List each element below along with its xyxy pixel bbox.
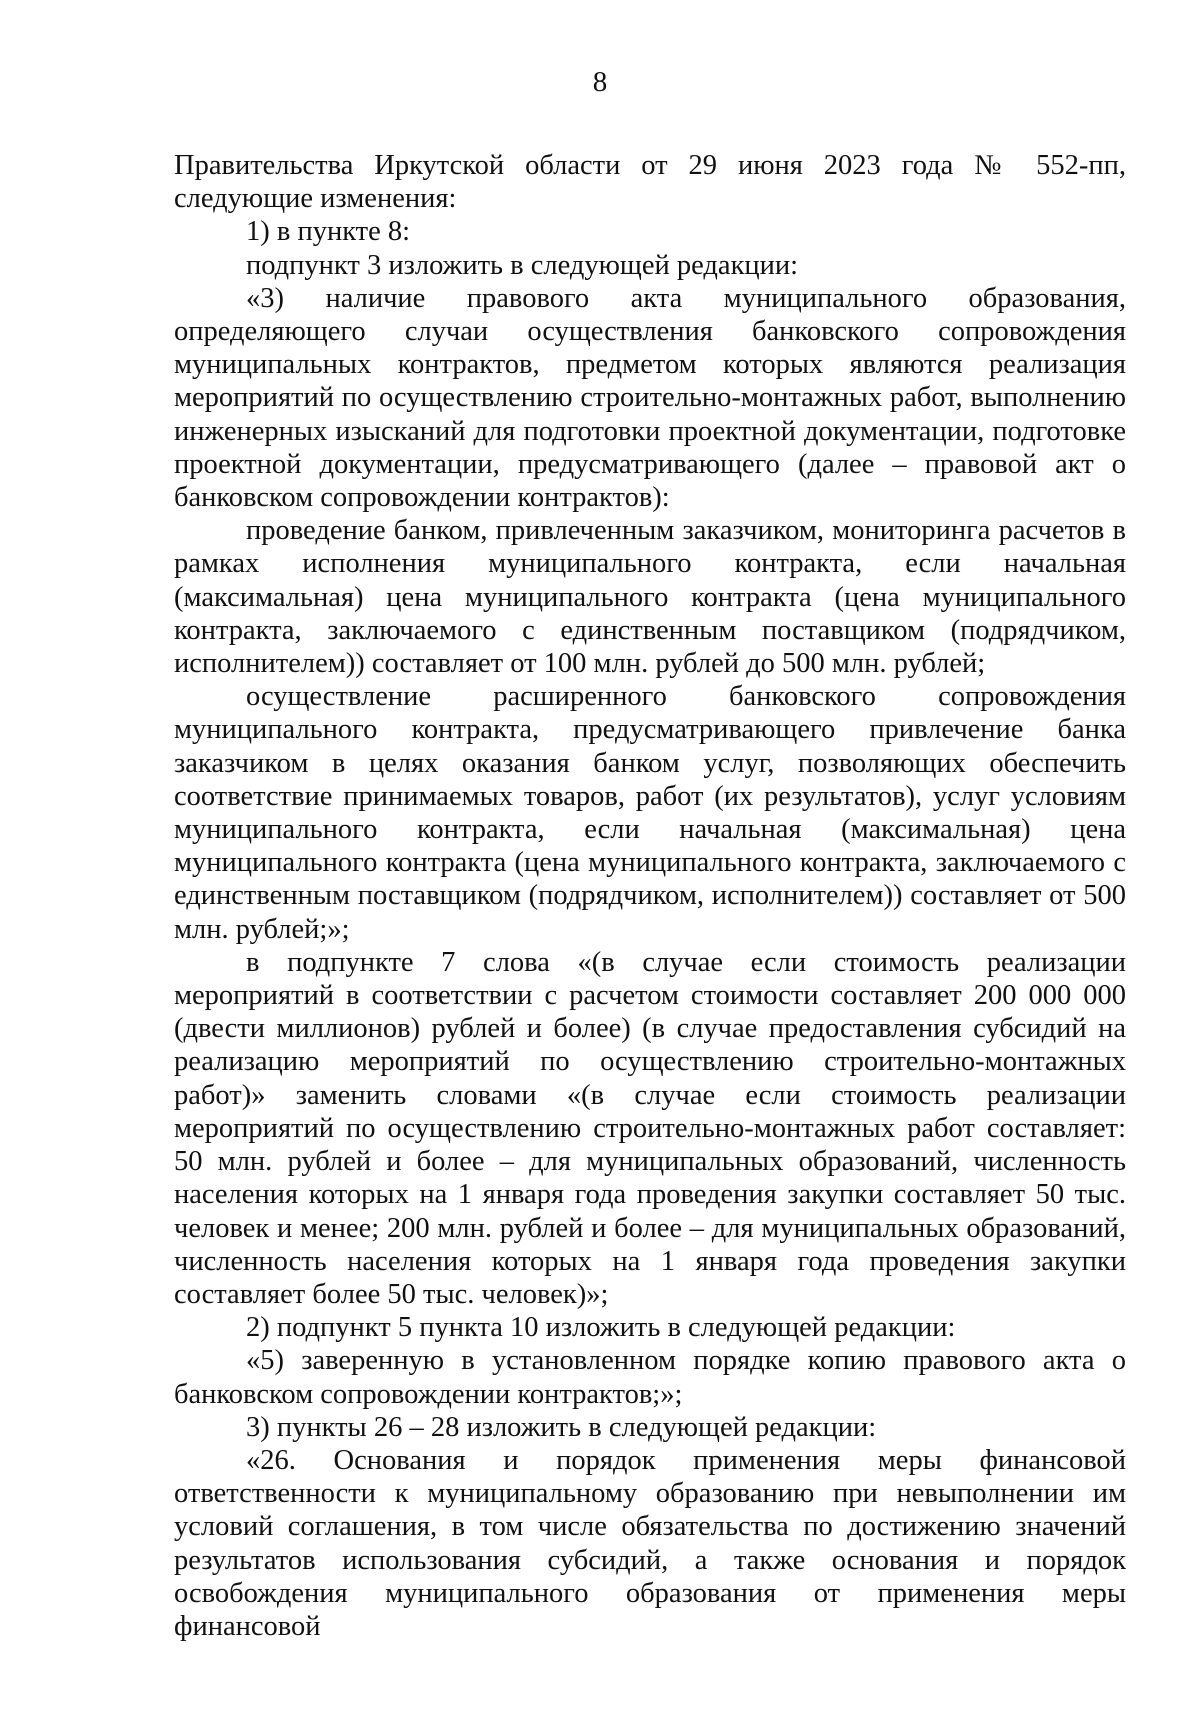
paragraph-4: «3) наличие правового акта муниципального образования, определяющего случаи осуществления банковского сопровождения муниципальных контрактов, предметом которых являются реализация мероприятий по осуществлению строительно-монтажных работ, выполнению инженерных изысканий для подготовки проектной документации, подготовке проектной документации, предусматривающего (далее – правовой акт о банковском сопровождении контрактов): xyxy=(174,282,1126,514)
paragraph-7: в подпункте 7 слова «(в случае если стоимость реализации мероприятий в соответствии с расчетом стоимости составляет 200 000 000 (двести миллионов) рублей и более) (в случае предоставления субсидий на реализацию мероприятий по осуществлению строительно-монтажных работ)» заменить словами «(в случае если стоимость реализации мероприятий по осуществлению строительно-монтажных работ составляет: 50 млн. рублей и более – для муниципальных образований, численность населения которых на 1 января года проведения закупки составляет 50 тыс. человек и менее; 200 млн. рублей и более – для муниципальных образований, численность населения которых на 1 января года проведения закупки составляет более 50 тыс. человек)»; xyxy=(174,946,1126,1310)
page-number: 8 xyxy=(592,66,608,98)
paragraph-9: «5) заверенную в установленном порядке копию правового акта о банковском сопровождении контрактов;»; xyxy=(174,1345,1126,1410)
paragraph-6: осуществление расширенного банковского сопровождения муниципального контракта, предусматривающего привлечение банка заказчиком в целях оказания банком услуг, позволяющих обеспечить соответствие принимаемых товаров, работ (их результатов), услуг условиям муниципального контракта, если начальная (максимальная) цена муниципального контракта (цена муниципального контракта, заключаемого с единственным поставщиком (подрядчиком, исполнителем)) составляет от 500 млн. рублей;»; xyxy=(174,681,1126,945)
paragraph-5: проведение банком, привлеченным заказчиком, мониторинга расчетов в рамках исполнения муниципального контракта, если начальная (максимальная) цена муниципального контракта (цена муниципального контракта, заключаемого с единственным поставщиком (подрядчиком, исполнителем)) составляет от 100 млн. рублей до 500 млн. рублей; xyxy=(174,515,1126,680)
paragraph-2: 1) в пункте 8: xyxy=(246,216,411,248)
document-body xyxy=(174,149,1126,1643)
paragraph-10: 3) пункты 26 – 28 изложить в следующей редакции: xyxy=(246,1411,877,1443)
paragraph-3: подпункт 3 изложить в следующей редакции: xyxy=(246,249,799,281)
paragraph-1: Правительства Иркутской области от 29 июня 2023 года № 552-пп, следующие изменения: xyxy=(174,150,1126,215)
paragraph-11: «26. Основания и порядок применения меры финансовой ответственности к муниципальному образованию при невыполнении им условий соглашения, в том числе обязательства по достижению значений результатов использования субсидий, а также основания и порядок освобождения муниципального образования от применения меры финансовой xyxy=(174,1444,1126,1642)
paragraph-8: 2) подпункт 5 пункта 10 изложить в следующей редакции: xyxy=(246,1312,956,1344)
